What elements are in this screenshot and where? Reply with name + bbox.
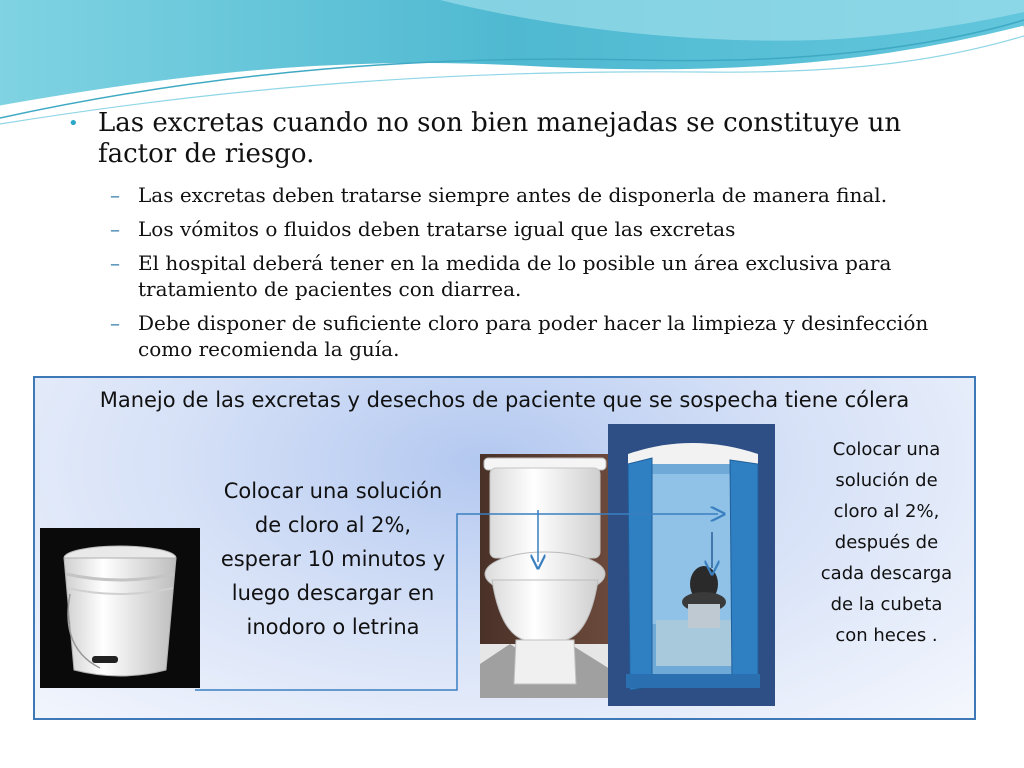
main-bullet: [62, 108, 962, 170]
right-instruction-caption: Colocar una solución de cloro al 2%, después de cada descarga de la cubeta con heces .: [820, 439, 953, 646]
dash-marker: –: [110, 251, 120, 275]
dash-marker: –: [110, 183, 120, 207]
sub-bullet: [62, 250, 962, 302]
sub-bullet-text: Los vómitos o fluidos deben tratarse igual que las excretas: [138, 217, 736, 241]
excreta-handling-panel: [33, 376, 976, 720]
sub-bullet-text: Las excretas deben tratarse siempre antes de disponerla de manera final.: [138, 183, 888, 207]
dash-marker: –: [110, 311, 120, 335]
sub-bullet: [62, 216, 962, 242]
sub-bullet: [62, 182, 962, 208]
dash-marker: –: [110, 217, 120, 241]
sub-bullet-text: Debe disponer de suficiente cloro para poder hacer la limpieza y desinfección como recomienda la guía.: [138, 311, 929, 361]
bullet-list: [62, 108, 962, 370]
bucket-image: [40, 528, 200, 688]
sub-bullet-text: El hospital deberá tener en la medida de lo posible un área exclusiva para tratamiento de pacientes con diarrea.: [138, 251, 892, 301]
left-instruction-caption: Colocar una solución de cloro al 2%, esperar 10 minutos y luego descargar en inodoro o letrina: [220, 479, 446, 639]
bullet-marker: •: [68, 113, 79, 134]
sub-bullet: [62, 310, 962, 362]
toilet-image: [480, 454, 610, 698]
panel-title: Manejo de las excretas y desechos de paciente que se sospecha tiene cólera: [99, 388, 910, 412]
portable-latrine-image: [608, 424, 775, 706]
sub-bullet-list: [62, 182, 962, 362]
main-bullet-text: Las excretas cuando no son bien manejadas se constituye un factor de riesgo.: [98, 108, 902, 169]
